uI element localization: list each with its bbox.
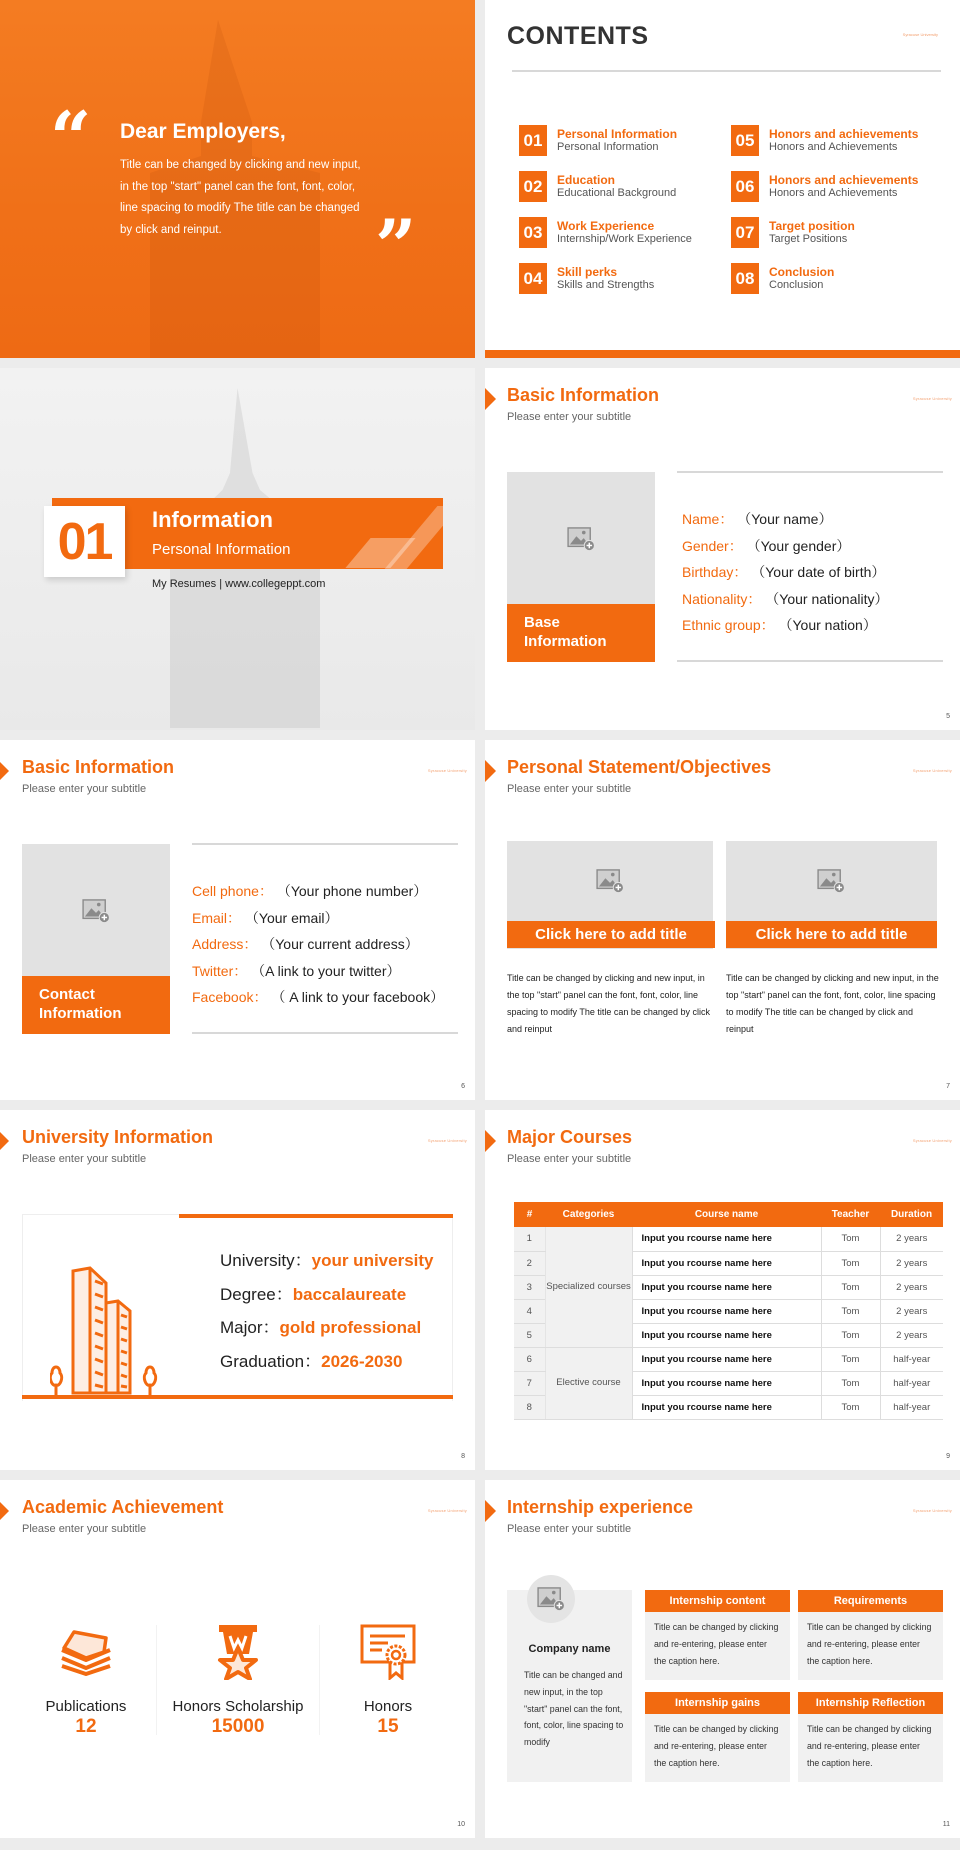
- info-row: Birthday： （Your date of birth）: [682, 564, 886, 580]
- info-row: University：your university: [220, 1251, 434, 1270]
- add-title-button[interactable]: Click here to add title: [507, 921, 715, 948]
- add-image-icon[interactable]: [82, 899, 110, 923]
- card-text: Title can be changed by clicking and re-entering, please enter the caption here.: [654, 1724, 779, 1768]
- toc-title: Honors and achievements: [769, 173, 919, 187]
- quote-close-icon: ”: [375, 203, 417, 288]
- card-text: Title can be changed by clicking and re-entering, please enter the caption here.: [807, 1724, 932, 1768]
- table-row: 1 Specialized courses Input you rcourse name here Tom 2 years: [514, 1227, 943, 1251]
- toc-item[interactable]: [731, 125, 939, 156]
- slide-title: Internship experience: [507, 1497, 694, 1517]
- page-number: 9: [946, 1453, 950, 1460]
- info-row: Degree：baccalaureate: [220, 1284, 407, 1304]
- achievement-value: 15: [377, 1716, 399, 1737]
- info-row: Gender： （Your gender）: [682, 537, 851, 554]
- info-row: Name： （Your name）: [682, 511, 833, 527]
- table-row: 7 Input you rcourse name here Tom half-year: [514, 1371, 943, 1395]
- header-arrow-icon: [485, 388, 496, 410]
- table-row: 4 Input you rcourse name here Tom 2 years: [514, 1299, 943, 1323]
- card-text: Title can be changed by clicking and re-entering, please enter the caption here.: [807, 1622, 932, 1666]
- divider: [512, 70, 941, 72]
- toc-title: Honors and achievements: [769, 127, 919, 141]
- logo-text: Syracuse University: [912, 1508, 952, 1513]
- accent-bar: [179, 1214, 453, 1218]
- card-title: Internship content: [645, 1590, 790, 1612]
- slide-section-information[interactable]: [0, 368, 475, 730]
- toc-subtitle: Skills and Strengths: [557, 279, 655, 291]
- toc-number: 02: [519, 171, 547, 202]
- toc-subtitle: Honors and Achievements: [769, 187, 898, 199]
- achievement-value: 15000: [211, 1716, 265, 1737]
- logo-text: Syracuse University: [912, 396, 952, 401]
- section-title: Information: [152, 507, 273, 532]
- university-info-list: [220, 1244, 434, 1378]
- slide-university-information[interactable]: [0, 1110, 475, 1470]
- section-subtitle: Personal Information: [152, 541, 291, 558]
- slide-title: Academic Achievement: [22, 1497, 224, 1517]
- table-row: 6 Elective course Input you rcourse name here Tom half-year: [514, 1347, 943, 1371]
- internship-card: [645, 1692, 790, 1782]
- internship-card: [645, 1590, 790, 1680]
- slide-subtitle: Please enter your subtitle: [507, 411, 632, 423]
- achievement-publications: [11, 1623, 161, 1738]
- column-header: Teacher: [821, 1202, 880, 1227]
- table-row: 8 Input you rcourse name here Tom half-year: [514, 1395, 943, 1419]
- certificate-icon: [360, 1624, 416, 1680]
- add-image-icon[interactable]: [817, 869, 845, 893]
- achievement-honors: [313, 1623, 463, 1738]
- card-title: Requirements: [798, 1590, 943, 1612]
- toc-subtitle: Educational Background: [557, 187, 677, 199]
- photo-placeholder[interactable]: [22, 844, 170, 1034]
- divider: [677, 660, 943, 662]
- divider: [192, 1032, 458, 1034]
- toc-number: 04: [519, 263, 547, 294]
- card-text: Title can be changed by clicking and new input, in the top "start" panel can the font, font, color, line spacing to modify The title can be changed by click and reinput: [507, 973, 710, 1034]
- slide-body-text: Title can be changed by clicking and new input, in the top "start" panel can the font, font, color, line spacing to modify The title can be changed by click and reinput.: [120, 159, 361, 236]
- toc-subtitle: Personal Information: [557, 141, 659, 153]
- slide-subtitle: Please enter your subtitle: [507, 783, 632, 795]
- toc-number: 01: [519, 125, 547, 156]
- toc-number: 05: [731, 125, 759, 156]
- header-arrow-icon: [0, 1130, 9, 1152]
- card-title: Internship gains: [645, 1692, 790, 1714]
- slide-title: Major Courses: [507, 1127, 633, 1147]
- add-image-icon[interactable]: [567, 527, 595, 551]
- slide-title: University Information: [22, 1127, 214, 1147]
- category-cell: Specialized courses: [545, 1227, 632, 1347]
- page-number: 5: [946, 713, 950, 720]
- category-cell: Elective course: [545, 1347, 632, 1419]
- toc-item[interactable]: [731, 217, 939, 248]
- header-arrow-icon: [0, 1500, 9, 1522]
- toc-item[interactable]: [519, 125, 731, 156]
- add-image-icon[interactable]: [537, 1587, 565, 1611]
- header-arrow-icon: [485, 760, 496, 782]
- company-name: Company name: [528, 1643, 611, 1655]
- section-number: 01: [44, 506, 125, 577]
- info-list: [682, 506, 888, 639]
- page-number: 10: [457, 1821, 465, 1828]
- page-number: 11: [942, 1821, 950, 1828]
- achievement-label: Honors Scholarship: [172, 1698, 304, 1715]
- divider: [677, 471, 943, 473]
- slide-subtitle: Please enter your subtitle: [22, 1153, 147, 1165]
- toc-title: Target position: [769, 219, 855, 233]
- logo-text: Syracuse University: [902, 32, 938, 37]
- company-description: Title can be changed and new input, in the top "start" panel can the font, font, color, line spacing to modify: [524, 1670, 624, 1748]
- slide-dear-employers[interactable]: [0, 0, 475, 358]
- slide-title: Dear Employers,: [120, 120, 286, 143]
- company-card: [507, 1590, 632, 1782]
- header-arrow-icon: [0, 760, 9, 782]
- add-image-icon[interactable]: [596, 869, 624, 893]
- divider: [192, 843, 458, 845]
- card-label: Contact Information: [22, 976, 170, 1034]
- info-list: [192, 878, 444, 1011]
- courses-table: [514, 1202, 943, 1420]
- slide-academic-achievement[interactable]: [0, 1480, 475, 1838]
- info-row: Address： （Your current address）: [192, 936, 419, 952]
- slide-title: Basic Information: [507, 385, 660, 405]
- slide-subtitle: Please enter your subtitle: [507, 1153, 632, 1165]
- info-row: Major：gold professional: [220, 1318, 422, 1337]
- logo-text: Syracuse University: [427, 768, 467, 773]
- logo-text: Syracuse University: [912, 1138, 952, 1143]
- page-number: 6: [461, 1083, 465, 1090]
- toc-title: Work Experience: [557, 219, 655, 233]
- logo-text: Syracuse University: [427, 1508, 467, 1513]
- card-text: Title can be changed by clicking and re-entering, please enter the caption here.: [654, 1622, 779, 1666]
- page-number: 7: [946, 1083, 950, 1090]
- info-row: Email： （Your email）: [192, 909, 339, 926]
- toc-subtitle: Conclusion: [769, 279, 824, 291]
- accent-bar: [485, 350, 960, 358]
- achievement-value: 12: [75, 1716, 97, 1737]
- quote-open-icon: “: [50, 95, 92, 180]
- medal-star-icon: [217, 1624, 259, 1680]
- column-header: Duration: [880, 1202, 943, 1227]
- company-logo-placeholder[interactable]: [527, 1575, 575, 1623]
- info-row: Nationality： （Your nationality）: [682, 590, 889, 607]
- info-row: Graduation：2026-2030: [220, 1351, 403, 1371]
- toc-item[interactable]: [731, 171, 939, 202]
- divider: [156, 1625, 157, 1735]
- toc-item[interactable]: [519, 171, 731, 202]
- toc-title: Education: [557, 173, 616, 187]
- info-row: Twitter： （A link to your twitter）: [192, 962, 401, 979]
- info-row: Ethnic group： （Your nation）: [682, 617, 877, 633]
- buildings-icon: [50, 1265, 170, 1397]
- toc-title: Skill perks: [557, 265, 618, 279]
- slide-personal-statement[interactable]: [485, 740, 960, 1100]
- toc-number: 06: [731, 171, 759, 202]
- achievement-label: Publications: [45, 1698, 127, 1715]
- photo-placeholder[interactable]: [507, 472, 655, 662]
- table-row: 2 Input you rcourse name here Tom 2 years: [514, 1251, 943, 1275]
- slide-internship-experience[interactable]: [485, 1480, 960, 1838]
- table-row: 5 Input you rcourse name here Tom 2 years: [514, 1323, 943, 1347]
- slide-contents[interactable]: [485, 0, 960, 358]
- column-header: #: [514, 1202, 545, 1227]
- internship-card: [798, 1692, 943, 1782]
- slide-subtitle: Please enter your subtitle: [507, 1523, 632, 1535]
- toc-subtitle: Internship/Work Experience: [557, 233, 692, 245]
- info-row: Cell phone： （Your phone number）: [192, 883, 428, 899]
- internship-card: [798, 1590, 943, 1680]
- info-row: Facebook： （ A link to your facebook）: [192, 989, 445, 1005]
- toc-subtitle: Honors and Achievements: [769, 141, 898, 153]
- card-title: Internship Reflection: [798, 1692, 943, 1714]
- slide-title: Personal Statement/Objectives: [507, 757, 772, 777]
- toc-item[interactable]: [731, 263, 939, 294]
- toc-number: 08: [731, 263, 759, 294]
- table-header-row: [514, 1202, 943, 1227]
- slide-subtitle: Please enter your subtitle: [22, 783, 147, 795]
- header-arrow-icon: [485, 1500, 496, 1522]
- credit-text: My Resumes | www.collegeppt.com: [152, 578, 326, 590]
- achievement-label: Honors: [363, 1698, 413, 1715]
- toc-title: Personal Information: [557, 127, 678, 141]
- accent-bar: [22, 1395, 453, 1399]
- column-header: Course name: [632, 1202, 821, 1227]
- toc-subtitle: Target Positions: [769, 233, 848, 245]
- toc-number: 03: [519, 217, 547, 248]
- header-arrow-icon: [485, 1130, 496, 1152]
- papers-stack-icon: [58, 1628, 114, 1676]
- logo-text: Syracuse University: [427, 1138, 467, 1143]
- achievement-scholarship: [163, 1623, 313, 1738]
- slide-title: CONTENTS: [507, 22, 649, 50]
- slide-major-courses[interactable]: [485, 1110, 960, 1470]
- column-header: Categories: [545, 1202, 632, 1227]
- toc-number: 07: [731, 217, 759, 248]
- toc-item[interactable]: [519, 263, 731, 294]
- toc-item[interactable]: [519, 217, 731, 248]
- table-of-contents: [519, 125, 939, 294]
- card-text: Title can be changed by clicking and new input, in the top "start" panel can the font, font, color, line spacing to modify The title can be changed by click and reinput: [726, 973, 939, 1034]
- slide-subtitle: Please enter your subtitle: [22, 1523, 147, 1535]
- page-number: 8: [461, 1453, 465, 1460]
- table-row: 3 Input you rcourse name here Tom 2 years: [514, 1275, 943, 1299]
- card-label: Base Information: [507, 604, 655, 662]
- add-title-button[interactable]: Click here to add title: [726, 921, 937, 948]
- slide-basic-information[interactable]: [485, 368, 960, 730]
- toc-title: Conclusion: [769, 265, 835, 279]
- logo-text: Syracuse University: [912, 768, 952, 773]
- slide-contact-information[interactable]: [0, 740, 475, 1100]
- slide-title: Basic Information: [22, 757, 175, 777]
